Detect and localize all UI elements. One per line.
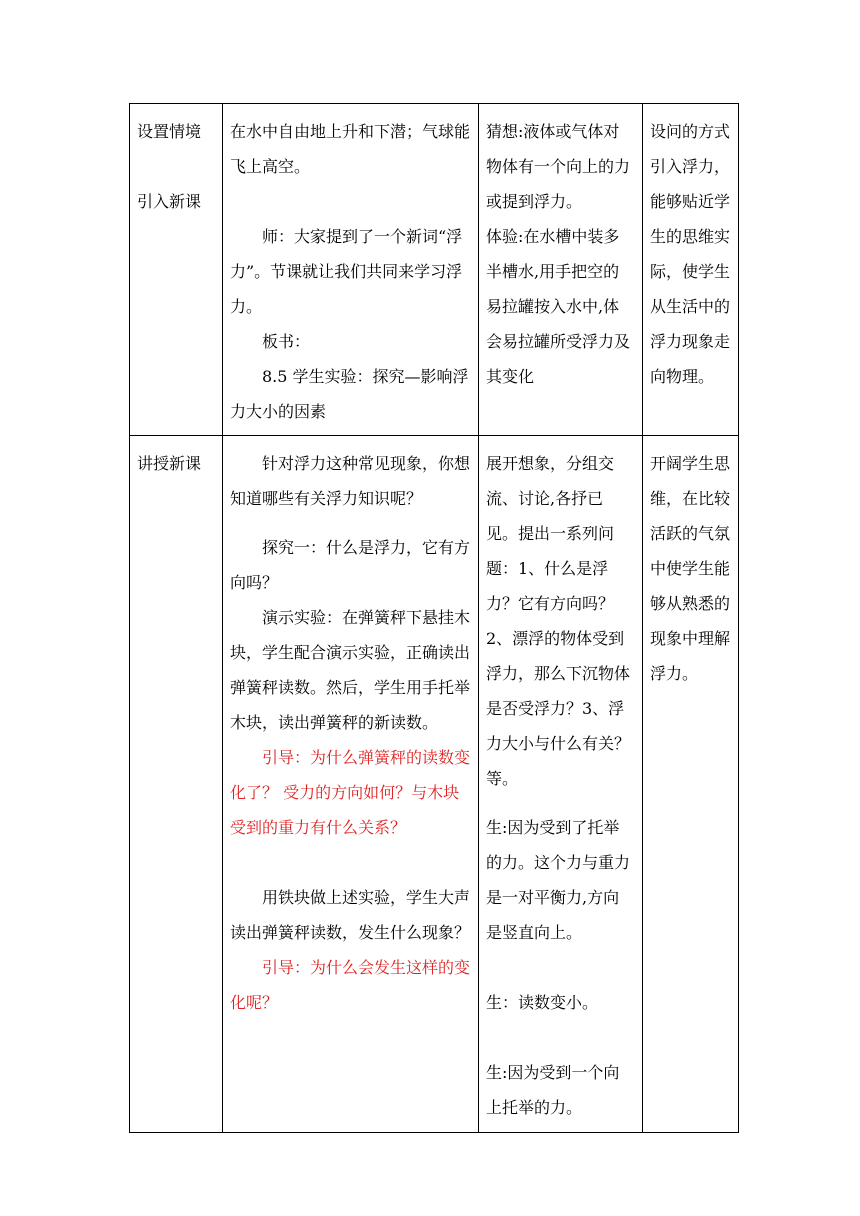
stage-label: 引入新课 (137, 192, 202, 211)
table-row (130, 436, 739, 1133)
teacher-paragraph: 探究一：什么是浮力，它有方向吗？ (230, 538, 471, 592)
teacher-paragraph: 演示实验：在弹簧秤下悬挂木块，学生配合演示实验，正确读出弹簧秤读数。然后，学生用手托举木块，读出弹簧秤的新读数。 (230, 608, 471, 732)
student-paragraph: 体验:在水槽中装多半槽水,用手把空的易拉罐按入水中,体会易拉罐所受浮力及其变化 (486, 227, 631, 386)
intent-paragraph: 设问的方式引入浮力，能够贴近学生的思维实际，使学生从生活中的浮力现象走向物理。 (650, 122, 731, 386)
teacher-paragraph: 在水中自由地上升和下潜；气球能飞上高空。 (230, 122, 471, 176)
lesson-plan-table (129, 103, 739, 1133)
teacher-paragraph: 用铁块做上述实验，学生大声读出弹簧秤读数，发生什么现象？ (230, 888, 471, 942)
student-paragraph: 生:因为受到了托举的力。这个力与重力是一对平衡力,方向是竖直向上。 (486, 818, 631, 942)
design-intent-cell (643, 104, 739, 436)
stage-label: 设置情境 (137, 122, 202, 141)
teacher-activity-cell (223, 104, 479, 436)
guidance-question: 引导：为什么会发生这样的变化呢？ (230, 958, 471, 1012)
teacher-paragraph: 板书： (262, 332, 311, 351)
stage-label: 讲授新课 (137, 454, 202, 473)
table-row (130, 104, 739, 436)
student-paragraph: 生：读数变小。 (486, 993, 599, 1012)
guidance-question: 引导：为什么弹簧秤的读数变化了？ 受力的方向如何？与木块受到的重力有什么关系？ (230, 748, 471, 837)
teacher-paragraph: 师：大家提到了一个新词“浮力”。节课就让我们共同来学习浮力。 (230, 227, 463, 316)
teacher-activity-cell (223, 436, 479, 1133)
student-paragraph: 猜想:液体或气体对物体有一个向上的力或提到浮力。 (486, 122, 631, 211)
student-activity-cell (479, 104, 643, 436)
student-paragraph: 展开想象，分组交流、讨论,各抒已见。提出一系列问题：1、什么是浮力？它有方向吗？2、漂浮的物体受到浮力，那么下沉物体是否受浮力？3、浮力大小与什么有关？等。 (486, 454, 631, 788)
teacher-paragraph: 针对浮力这种常见现象，你想知道哪些有关浮力知识呢？ (230, 454, 471, 508)
student-paragraph: 生:因为受到一个向上托举的力。 (486, 1063, 620, 1117)
design-intent-cell (643, 436, 739, 1133)
stage-cell (130, 436, 223, 1133)
intent-paragraph: 开阔学生思维，在比较活跃的气氛中使学生能够从熟悉的现象中理解浮力。 (650, 454, 731, 683)
teacher-paragraph: 8.5 学生实验：探究—影响浮力大小的因素 (230, 367, 469, 421)
student-activity-cell (479, 436, 643, 1133)
stage-cell (130, 104, 223, 436)
